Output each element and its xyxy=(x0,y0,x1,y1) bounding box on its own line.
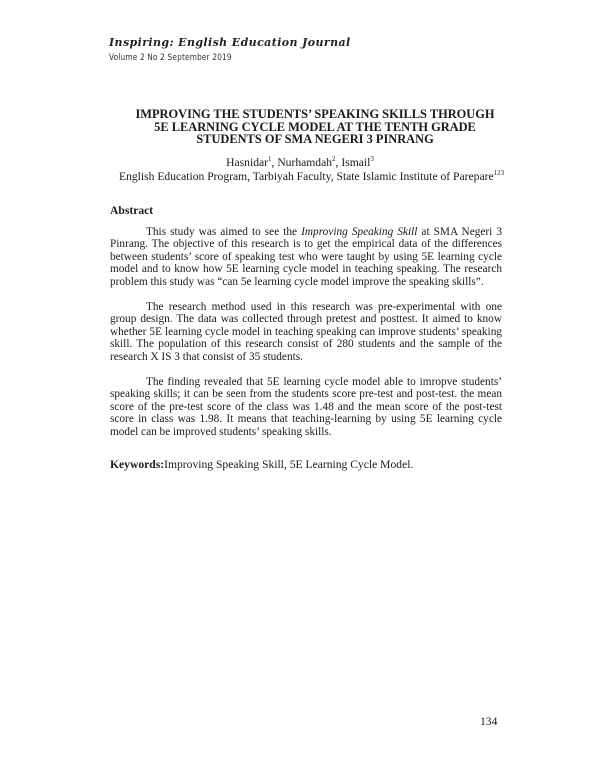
keywords-text: Improving Speaking Skill, 5E Learning Cycle Model. xyxy=(164,458,414,471)
abstract-emphasis: Improving Speaking Skill xyxy=(301,226,418,238)
abstract-text: at SMA Negeri 3 Pinrang. The objective of this research is to get the empirical data of the differences between students’ score of speaking test who were taught by using 5E learning cycle model and to know how 5E learning cycle model in teaching speaking. The research problem this study was “can 5e learning cycle model improve the speaking skills”. xyxy=(110,226,502,288)
author-name: Ismail xyxy=(341,156,371,169)
author-list xyxy=(100,155,500,169)
author-separator: , xyxy=(271,156,278,169)
keywords-label: Keywords: xyxy=(110,458,165,471)
author-affiliation-mark: 1 xyxy=(268,155,272,163)
author-affiliation-mark: 3 xyxy=(370,155,374,163)
author-name: Hasnidar xyxy=(226,156,269,169)
affiliation-text: English Education Program, Tarbiyah Faculty, State Islamic Institute of Parepare xyxy=(119,170,494,183)
affiliation-mark: 123 xyxy=(493,169,505,177)
title-line: 5E LEARNING CYCLE MODEL AT THE TENTH GRADE xyxy=(154,119,476,134)
journal-title: Inspiring: English Education Journal xyxy=(109,36,351,49)
abstract-heading: Abstract xyxy=(110,204,154,217)
title-line: STUDENTS OF SMA NEGERI 3 PINRANG xyxy=(196,132,434,146)
affiliation xyxy=(119,169,504,183)
author-name: Nurhamdah xyxy=(277,156,333,169)
journal-volume: Volume 2 No 2 September 2019 xyxy=(109,53,232,63)
abstract-paragraph-2: The research method used in this research was pre-experimental with one group design. The data was collected through pretest and posttest. It aimed to know whether 5E learning cycle model in teaching speaking can improve students’ speaking skill. The population of this research consist of 280 students and the sample of the research X IS 3 that consist of 35 students. xyxy=(110,301,502,363)
title-line: IMPROVING THE STUDENTS’ SPEAKING SKILLS THROUGH xyxy=(135,107,495,121)
author-separator: , xyxy=(335,156,342,169)
author-affiliation-mark: 2 xyxy=(332,155,336,163)
abstract-body xyxy=(110,226,502,451)
abstract-paragraph-1 xyxy=(110,226,502,288)
paper-title xyxy=(100,108,530,146)
abstract-text: This study was aimed to see the xyxy=(146,226,302,238)
keywords-line xyxy=(110,458,413,471)
abstract-paragraph-3: The finding revealed that 5E learning cycle model able to imropve students’ speaking skills; it can be seen from the students score pre-test and post-test. the mean score of the pre-test score of the class was 1.48 and the mean score of the post-test score in class was 1.98. It means that teaching-learning by using 5E learning cycle model can be improved students’ speaking skills. xyxy=(110,376,502,438)
page-number: 134 xyxy=(480,715,498,728)
